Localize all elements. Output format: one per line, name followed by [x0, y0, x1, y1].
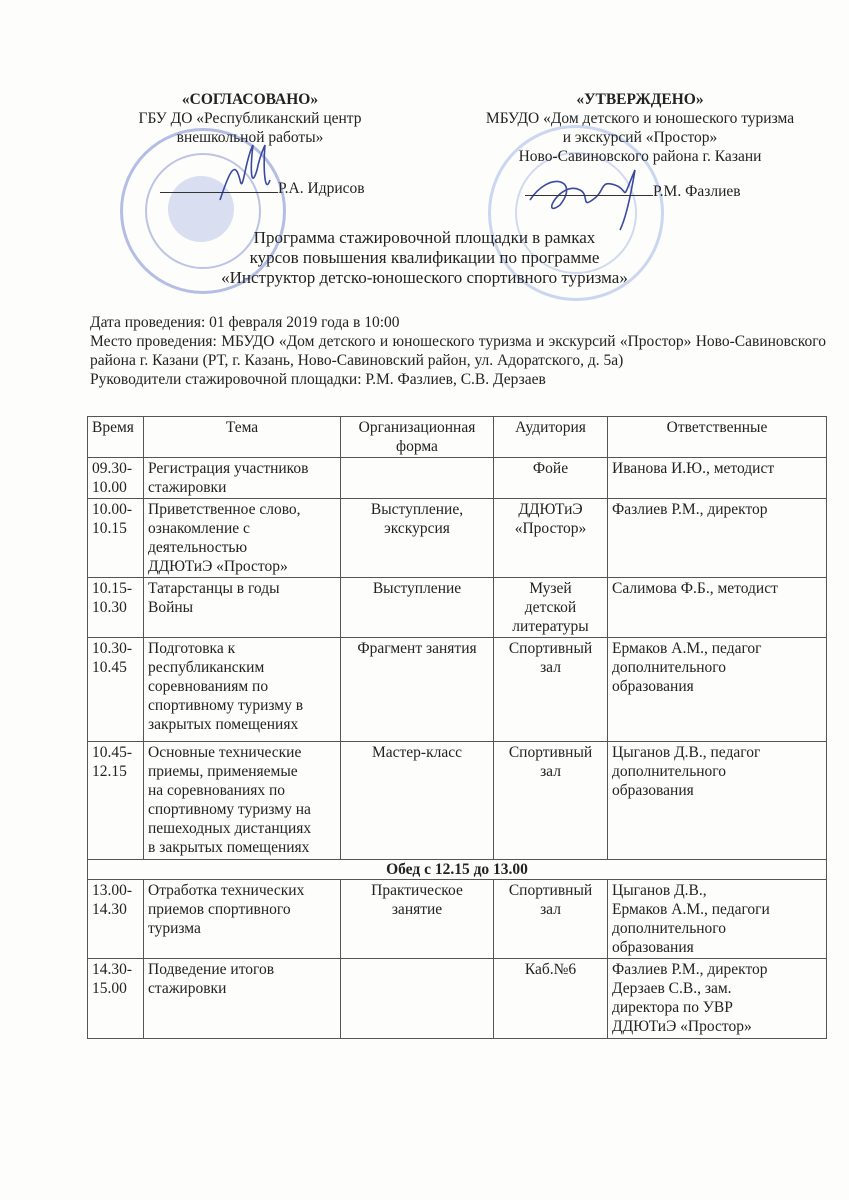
cell-responsible: Фазлиев Р.М., директор: [608, 499, 827, 578]
title-line: курсов повышения квалификации по программе: [249, 248, 600, 267]
approval-right-signature-line: [525, 183, 741, 201]
cell-audience: Спортивный зал: [494, 880, 608, 959]
approval-left-heading: «СОГЛАСОВАНО»: [181, 91, 319, 108]
table-row: [88, 880, 827, 959]
cell-audience: Фойе: [494, 458, 608, 499]
cell-time: 14.30- 15.00: [88, 959, 144, 1039]
cell-time: 10.00- 10.15: [88, 499, 144, 578]
table-row: [88, 578, 827, 638]
lunch-row: [88, 860, 827, 880]
cell-responsible: Иванова И.Ю., методист: [608, 458, 827, 499]
cell-audience: Музей детской литературы: [494, 578, 608, 638]
approval-right-org: МБУДО «Дом детского и юношеского туризма: [485, 110, 795, 127]
cell-time: 09.30- 10.00: [88, 458, 144, 499]
cell-topic: Татарстанцы в годы Войны: [144, 578, 341, 638]
table-row: [88, 638, 827, 742]
header-responsible: Ответственные: [608, 417, 827, 458]
approval-left-org: ГБУ ДО «Республиканский центр: [138, 110, 362, 127]
table-row: [88, 458, 827, 499]
lunch-break: Обед с 12.15 до 13.00: [88, 860, 827, 880]
approval-right-org: и экскурсий «Простор»: [562, 129, 718, 146]
cell-time: 10.15- 10.30: [88, 578, 144, 638]
cell-responsible: Цыганов Д.В., Ермаков А.М., педагоги дополнительного образования: [608, 880, 827, 959]
title-line: Программа стажировочной площадки в рамках: [253, 228, 596, 247]
cell-responsible: Цыганов Д.В., педагог дополнительного образования: [608, 742, 827, 860]
cell-form: Практическое занятие: [341, 880, 494, 959]
table-row: [88, 499, 827, 578]
cell-form: [341, 458, 494, 499]
cell-form: Выступление: [341, 578, 494, 638]
approval-left-signature-line: [160, 180, 365, 198]
approval-right-heading: «УТВЕРЖДЕНО»: [576, 91, 704, 108]
event-date: Дата проведения: 01 февраля 2019 года в 10:00: [90, 314, 400, 331]
cell-audience: Каб.№6: [494, 959, 608, 1039]
title-line: «Инструктор детско-юношеского спортивного туризма»: [221, 268, 628, 287]
cell-audience: Спортивный зал: [494, 638, 608, 742]
cell-topic: Отработка технических приемов спортивного туризма: [144, 880, 341, 959]
cell-form: [341, 959, 494, 1039]
cell-topic: Подведение итогов стажировки: [144, 959, 341, 1039]
schedule-table: [87, 416, 827, 1039]
table-header-row: [88, 417, 827, 458]
cell-topic: Основные технические приемы, применяемые на соревнованиях по спортивному туризму на пешеходных дистанциях в закрытых помещениях: [144, 742, 341, 860]
document-title: [0, 228, 849, 288]
cell-topic: Приветственное слово, ознакомление с деятельностью ДДЮТиЭ «Простор»: [144, 499, 341, 578]
left-signature: [215, 140, 285, 210]
approval-left-signer: Р.А. Идрисов: [278, 180, 365, 197]
cell-audience: Спортивный зал: [494, 742, 608, 860]
cell-topic: Подготовка к республиканским соревнованиям по спортивному туризму в закрытых помещениях: [144, 638, 341, 742]
cell-form: Фрагмент занятия: [341, 638, 494, 742]
approval-left-org: внешкольной работы»: [176, 129, 324, 146]
cell-audience: ДДЮТиЭ «Простор»: [494, 499, 608, 578]
event-info: [90, 313, 826, 389]
header-time: Время: [88, 417, 144, 458]
event-place: Место проведения: МБУДО «Дом детского и юношеского туризма и экскурсий «Простор» Ново-Савиновского района г. Казани (РТ, г. Казань, Ново-Савиновский район, ул. Адоратского, д. 5а): [90, 333, 826, 369]
event-leaders: Руководители стажировочной площадки: Р.М. Фазлиев, С.В. Дерзаев: [90, 371, 546, 388]
cell-responsible: Салимова Ф.Б., методист: [608, 578, 827, 638]
cell-time: 13.00- 14.30: [88, 880, 144, 959]
header-audience: Аудитория: [494, 417, 608, 458]
cell-responsible: Ермаков А.М., педагог дополнительного образования: [608, 638, 827, 742]
cell-topic: Регистрация участников стажировки: [144, 458, 341, 499]
header-form: Организационная форма: [341, 417, 494, 458]
header-topic: Тема: [144, 417, 341, 458]
cell-form: Мастер-класс: [341, 742, 494, 860]
table-row: [88, 959, 827, 1039]
approval-right-signer: Р.М. Фазлиев: [653, 183, 741, 200]
cell-time: 10.30- 10.45: [88, 638, 144, 742]
cell-responsible: Фазлиев Р.М., директор Дерзаев С.В., зам. директора по УВР ДДЮТиЭ «Простор»: [608, 959, 827, 1039]
approval-right: [450, 90, 830, 166]
approval-right-org: Ново-Савиновского района г. Казани: [518, 148, 762, 165]
cell-time: 10.45- 12.15: [88, 742, 144, 860]
cell-form: Выступление, экскурсия: [341, 499, 494, 578]
approval-left: [100, 90, 400, 147]
table-row: [88, 742, 827, 860]
